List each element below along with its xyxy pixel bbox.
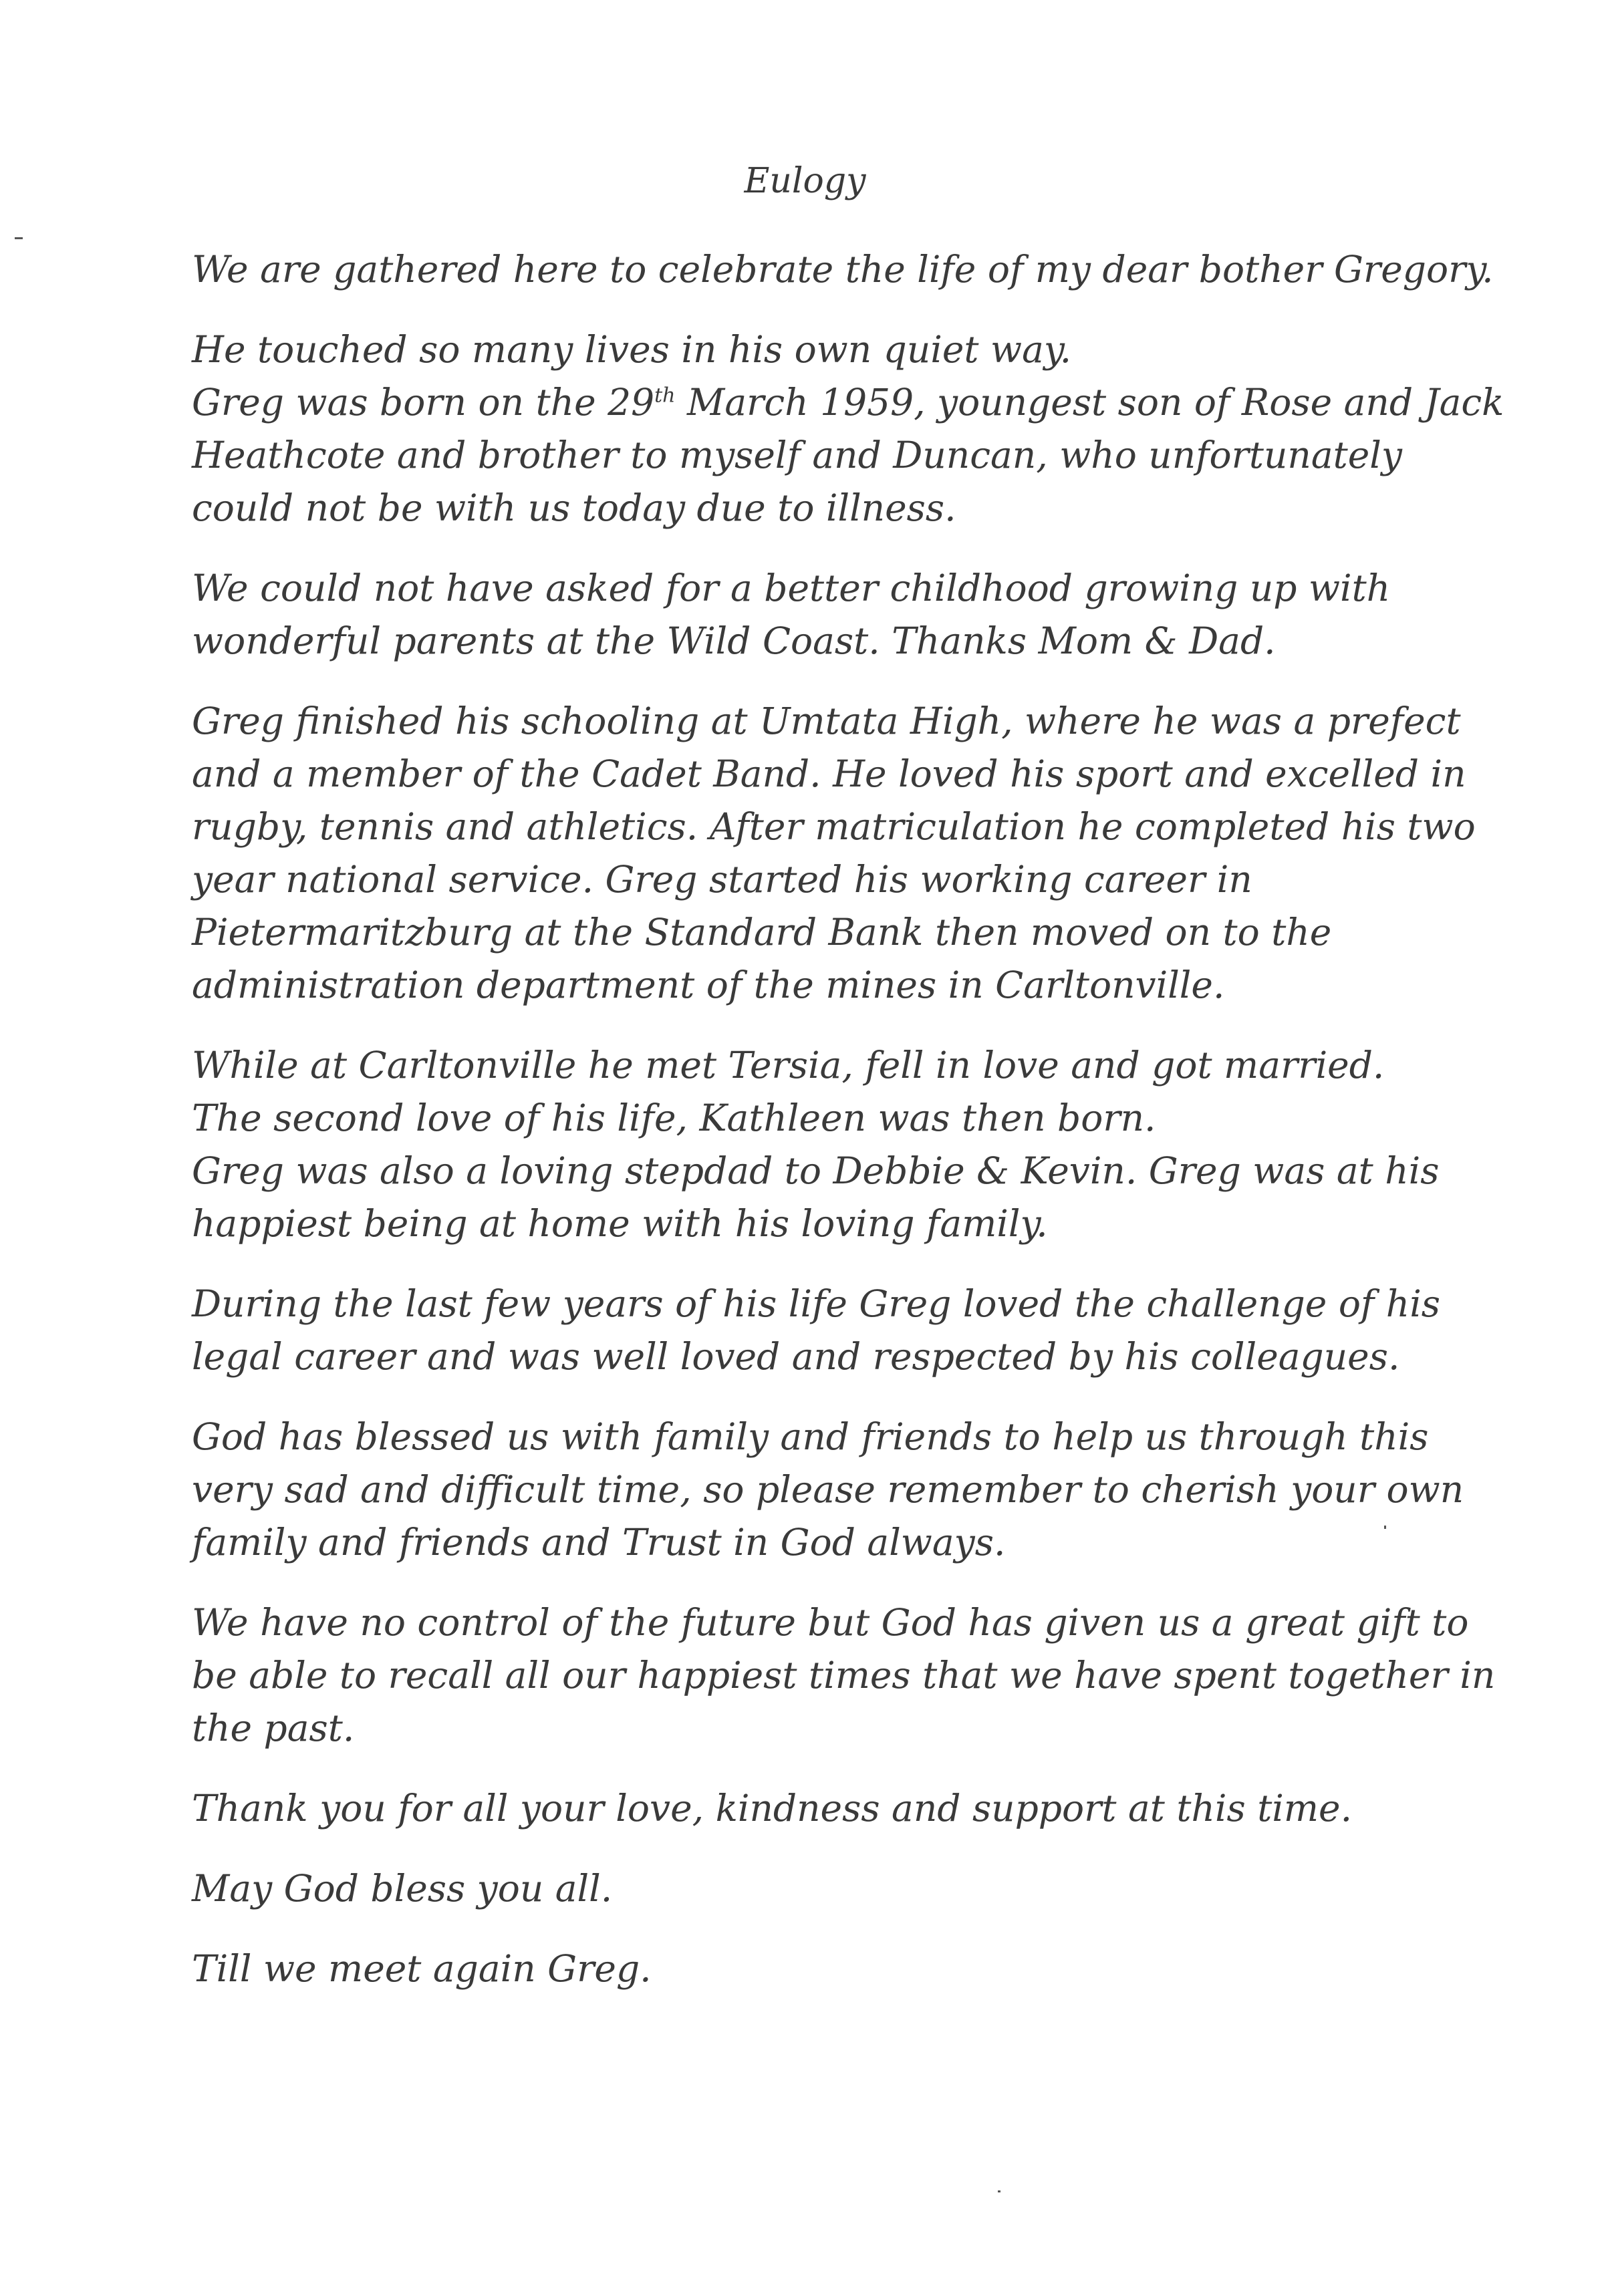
scan-speck xyxy=(1384,1526,1386,1529)
text-line: Greg was also a loving stepdad to Debbie & Kevin. Greg was at his xyxy=(192,1149,1440,1192)
text-line: family and friends and Trust in God always. xyxy=(192,1521,1006,1564)
text-line: We could not have asked for a better childhood growing up with xyxy=(192,567,1391,609)
text-line: He touched so many lives in his own quiet way. xyxy=(192,328,1072,371)
text-line: legal career and was well loved and respected by his colleagues. xyxy=(192,1335,1400,1378)
text-line: very sad and difficult time, so please remember to cherish your own xyxy=(192,1468,1464,1511)
text-line: The second love of his life, Kathleen was then born. xyxy=(192,1097,1156,1139)
paragraph xyxy=(192,1411,1462,1569)
text-line: Greg finished his schooling at Umtata High, where he was a prefect xyxy=(192,700,1461,742)
text-line: rugby, tennis and athletics. After matriculation he completed his two xyxy=(192,805,1476,848)
text-line: Thank you for all your love, kindness and support at this time. xyxy=(192,1787,1353,1830)
text-line: May God bless you all. xyxy=(192,1867,613,1910)
text-line: God has blessed us with family and friends to help us through this xyxy=(192,1415,1429,1458)
text-line: and a member of the Cadet Band. He loved his sport and excelled in xyxy=(192,752,1466,795)
text-line: While at Carltonville he met Tersia, fell in love and got married. xyxy=(192,1044,1385,1087)
text-line: the past. xyxy=(192,1707,355,1749)
paragraph xyxy=(192,323,1504,535)
text-line: could not be with us today due to illness. xyxy=(192,486,956,529)
paragraph xyxy=(192,1943,1462,1995)
text-line: Till we meet again Greg. xyxy=(192,1947,652,1990)
text-line: wonderful parents at the Wild Coast. Thanks Mom & Dad. xyxy=(192,619,1276,662)
paragraph xyxy=(192,1596,1496,1755)
text-line: We have no control of the future but God has given us a great gift to xyxy=(192,1601,1469,1644)
page-title: Eulogy xyxy=(744,161,866,201)
paragraph xyxy=(192,243,1494,296)
text-run: March 1959, youngest son of Rose and Jack xyxy=(675,381,1504,424)
paragraph xyxy=(192,695,1476,1012)
text-run: Greg was born on the 29 xyxy=(192,381,655,424)
eulogy-body xyxy=(192,243,1504,2023)
paragraph xyxy=(192,1039,1462,1250)
text-line: We are gathered here to celebrate the life of my dear bother Gregory. xyxy=(192,248,1494,291)
paragraph xyxy=(192,1862,1462,1915)
paragraph xyxy=(192,1278,1462,1383)
text-line: Pietermaritzburg at the Standard Bank then moved on to the xyxy=(192,911,1332,954)
paragraph xyxy=(192,1782,1462,1835)
text-line xyxy=(192,376,1504,429)
text-line: year national service. Greg started his working career in xyxy=(192,858,1252,901)
paragraph xyxy=(192,562,1462,668)
text-line: During the last few years of his life Greg loved the challenge of his xyxy=(192,1282,1441,1325)
text-line: be able to recall all our happiest times that we have spent together in xyxy=(192,1654,1496,1697)
ordinal-suffix: th xyxy=(654,384,676,408)
scan-speck xyxy=(998,2190,1000,2192)
text-line: administration department of the mines in Carltonville. xyxy=(192,964,1225,1006)
text-line: happiest being at home with his loving family. xyxy=(192,1202,1048,1245)
text-line: Heathcote and brother to myself and Duncan, who unfortunately xyxy=(192,434,1402,476)
scan-speck xyxy=(15,237,23,239)
